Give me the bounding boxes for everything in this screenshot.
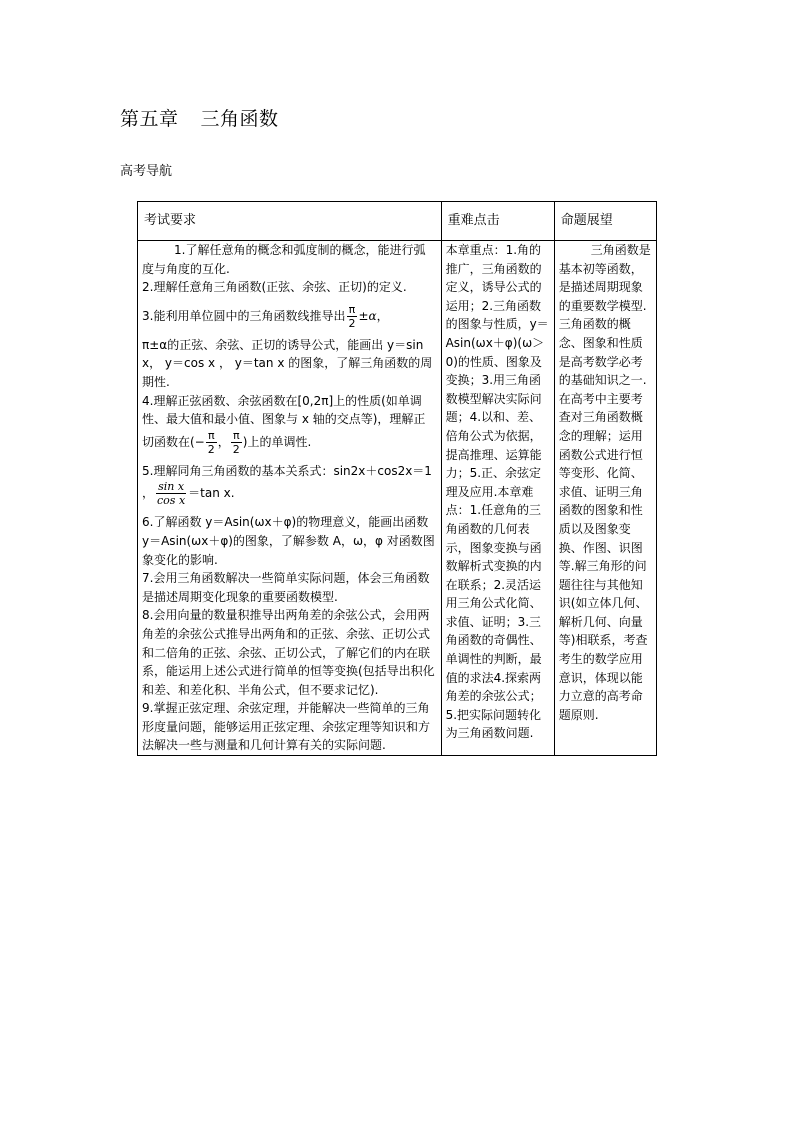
pi-over-2-fraction-2: $\frac{\pi}{2}$ <box>232 428 240 456</box>
table-header-row <box>138 202 657 241</box>
sin-over-cos-fraction: $\frac{\text{sin x}}{\text{cos x}}$ <box>157 480 186 508</box>
header-exam-outlook: 命题展望 <box>554 202 656 241</box>
chapter-number: 第五章 <box>120 108 179 130</box>
requirement-9: 9.掌握正弦定理、余弦定理，并能解决一些简单的三角形度量问题，能够运用正弦定理、余弦定理等知识和方法解决一些与测量和几何计算有关的实际问题. <box>142 701 431 753</box>
plus-minus-alpha: ±α <box>358 308 377 323</box>
requirement-7: 7.会用三角函数解决一些简单实际问题，体会三角函数是描述周期变化现象的重要函数模型. <box>142 571 430 604</box>
requirement-1: 1.了解任意角的概念和弧度制的概念，能进行弧度与角度的互化. <box>142 243 426 276</box>
chapter-name: 三角函数 <box>200 108 279 130</box>
section-title: 高考导航 <box>120 164 173 179</box>
chapter-title <box>120 104 279 131</box>
requirement-4: 4.理解正弦函数、余弦函数在[0,2π]上的性质(如单调性、最大值和最小值、图象与 x 轴的交点等)，理解正切函数在(− $\frac{\pi}{2}$ ， $\frac{\pi}{2}$ )上的单调性. <box>142 393 426 456</box>
pi-over-2-fraction: $\frac{\pi}{2}$ <box>348 302 356 330</box>
key-difficulties-text: 本章重点：1.角的推广，三角函数的定义，诱导公式的运用；2.三角函数的图象与性质，y＝Asin(ωx＋φ)(ω＞0)的性质、图象及变换；3.用三角函数模型解决实际问题；4.以和、差、倍角公式为依据，提高推理、运算能力；5.正、余弦定理及应用.本章难点：1.任意角的三角函数的几何表示，图象变换与函数解析式变换的内在联系；2.灵活运用三角公式化简、求值、证明；3.三角函数的奇偶性、单调性的判断，最值的求法4.探索两角差的余弦公式；5.把实际问题转化为三角函数问题. <box>445 243 549 741</box>
neg-pi-over-2-fraction: $\frac{\pi}{2}$ <box>207 428 215 456</box>
requirement-3: 3.能利用单位圆中的三角函数线推导出 $\frac{\pi}{2}$ ±α， <box>142 302 389 330</box>
requirement-6: 6.了解函数 y＝Asin(ωx＋φ)的物理意义，能画出函数 y＝Asin(ωx＋φ)的图象，了解参数 A，ω，φ 对函数图象变化的影响. <box>142 515 435 567</box>
requirement-2: 2.理解任意角三角函数(正弦、余弦、正切)的定义. <box>142 280 407 295</box>
key-difficulties-cell <box>441 241 554 756</box>
header-key-difficulties: 重难点击 <box>441 202 554 241</box>
exam-guide-table <box>137 201 657 756</box>
exam-outlook-cell <box>554 241 656 756</box>
requirement-5: 5.理解同角三角函数的基本关系式：sin2x＋cos2x＝1 ， $\frac{\text{sin x}}{\text{cos x}}$ ＝tan x. <box>142 463 432 508</box>
table-row <box>138 241 657 756</box>
exam-outlook-text: 三角函数是基本初等函数，是描述周期现象的重要数学模型.三角函数的概念、图象和性质是高考数学必考的基础知识之一.在高考中主要考查对三角函数概念的理解；运用函数公式进行恒等变形、化简、求值、证明三角函数的图象和性质以及图象变换、作图、识图等.解三角形的问题往往与其他知识(如立体几何、解析几何、向量等)相联系，考查考生的数学应用意识，体现以能力立意的高考命题原则. <box>558 243 651 722</box>
requirement-8: 8.会用向量的数量积推导出两角差的余弦公式，会用两角差的余弦公式推导出两角和的正弦、余弦、正切公式和二倍角的正弦、余弦、正切公式，了解它们的内在联系，能运用上述公式进行简单的恒等变换(包括导出积化和差、和差化积、半角公式，但不要求记忆). <box>142 608 435 697</box>
requirement-3-text: 3.能利用单位圆中的三角函数线推导出 <box>142 308 346 323</box>
header-exam-requirements: 考试要求 <box>138 202 442 241</box>
requirement-3-cont: π±α的正弦、余弦、正切的诱导公式，能画出 y＝sin x， y＝cos x ， y＝tan x 的图象，了解三角函数的周期性. <box>142 337 433 389</box>
exam-requirements-cell <box>138 241 442 756</box>
